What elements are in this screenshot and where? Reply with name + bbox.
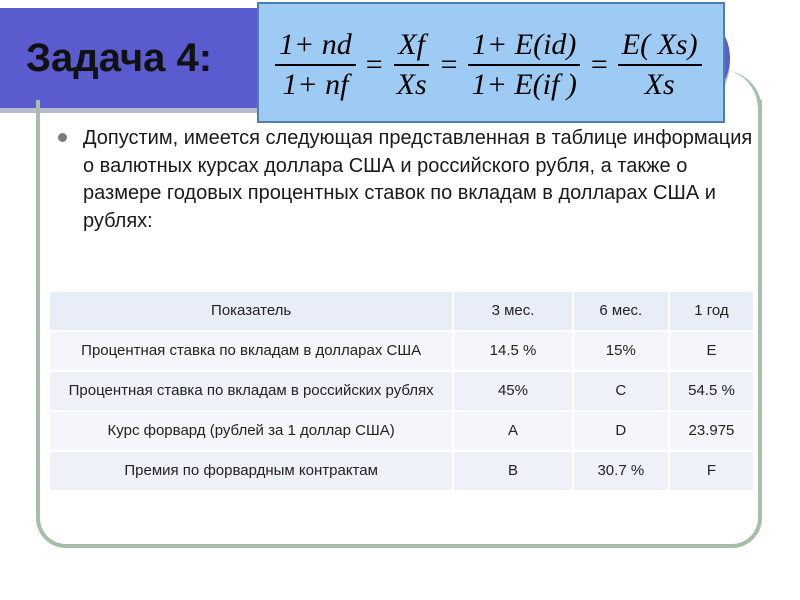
table-header-cell: 3 мес. (454, 292, 571, 330)
formula-box (257, 2, 725, 123)
table-cell: Процентная ставка по вкладам в российских рублях (50, 372, 452, 410)
fraction-2-numerator: Xf (394, 26, 429, 66)
table-cell: E (670, 332, 753, 370)
fraction-4-denominator: Xs (644, 68, 675, 101)
table-cell: Премия по форвардным контрактам (50, 452, 452, 490)
parity-formula (271, 26, 706, 104)
table-cell: B (454, 452, 571, 490)
equals-sign: = (365, 48, 383, 81)
fraction-1-numerator: 1+ nd (275, 26, 356, 66)
fraction-4-numerator: E( Xs) (618, 26, 702, 66)
table-cell: 30.7 % (574, 452, 668, 490)
table-row (50, 412, 753, 450)
data-table (48, 290, 755, 492)
table-cell: 14.5 % (454, 332, 571, 370)
table-cell: 23.975 (670, 412, 753, 450)
table-cell: Процентная ставка по вкладам в долларах США (50, 332, 452, 370)
fraction-3-numerator: 1+ E(id) (468, 26, 580, 66)
bullet-paragraph: Допустим, имеется следующая представленная в таблице информация о валютных курсах доллара США и российского рубля, а также о размере годовых процентных ставок по вкладам в долларах США и рублях: (83, 127, 753, 232)
table-row (50, 332, 753, 370)
table-row (50, 372, 753, 410)
table-cell: Курс форвард (рублей за 1 доллар США) (50, 412, 452, 450)
table-cell: 45% (454, 372, 571, 410)
fraction-1-denominator: 1+ nf (282, 68, 349, 101)
table-header-cell: Показатель (50, 292, 452, 330)
slide-title: Задача 4: (26, 36, 213, 80)
table-cell: F (670, 452, 753, 490)
table-row (50, 452, 753, 490)
table-header-cell: 6 мес. (574, 292, 668, 330)
equals-sign: = (440, 48, 458, 81)
fraction-3-denominator: 1+ E(if ) (471, 68, 577, 101)
frame-arc (720, 70, 762, 130)
table-header-cell: 1 год (670, 292, 753, 330)
table-cell: C (574, 372, 668, 410)
fraction-2-denominator: Xs (396, 68, 427, 101)
fraction-1 (275, 26, 356, 104)
table-cell: 15% (574, 332, 668, 370)
fraction-4 (618, 26, 702, 104)
table-header-row (50, 292, 753, 330)
table-cell: D (574, 412, 668, 450)
fraction-2 (393, 26, 431, 104)
table-cell: A (454, 412, 571, 450)
table-cell: 54.5 % (670, 372, 753, 410)
bullet-icon (58, 133, 67, 142)
equals-sign: = (590, 48, 608, 81)
fraction-3 (468, 26, 581, 104)
